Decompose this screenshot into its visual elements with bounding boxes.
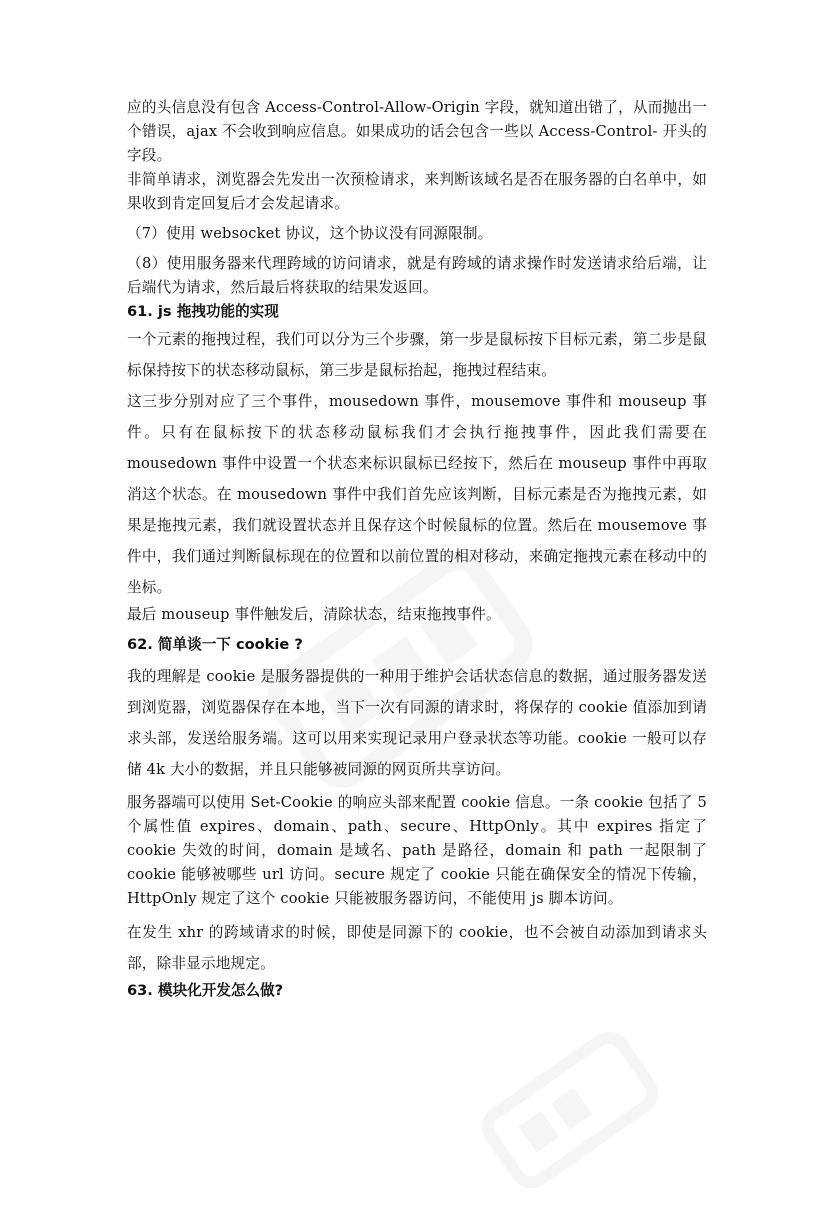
watermark-logo-bottom [470, 1010, 670, 1210]
heading-63: 63. 模块化开发怎么做? [127, 982, 284, 999]
paragraph-cors-response: 应的头信息没有包含 Access-Control-Allow-Origin 字段，就知道出错了，从而抛出一个错误，ajax 不会收到响应信息。如果成功的话会包含一些以 Access-Control- 开头的字段。 [127, 99, 707, 164]
paragraph-websocket: （7）使用 websocket 协议，这个协议没有同源限制。 [127, 225, 493, 242]
paragraph-proxy: （8）使用服务器来代理跨域的访问请求，就是有跨域的请求操作时发送请求给后端，让后端代为请求，然后最后将获取的结果发返回。 [127, 255, 707, 296]
heading-62: 62. 简单谈一下 cookie ? [127, 636, 303, 653]
paragraph-drag-events: 这三步分别对应了三个事件，mousedown 事件，mousemove 事件和 mouseup 事件。只有在鼠标按下的状态移动鼠标我们才会执行拖拽事件，因此我们需要在 mousedown 事件中设置一个状态来标识鼠标已经按下，然后在 mouseup 事件中再取消这个状态。在 mousedown 事件中我们首先应该判断，目标元素是否为拖拽元素，如果是拖拽元素，我们就设置状态并且保存这个时候鼠标的位置。然后在 mousemove 事件中，我们通过判断鼠标现在的位置和以前位置的相对移动，来确定拖拽元素在移动中的坐标。 [127, 393, 707, 596]
paragraph-drag-steps: 一个元素的拖拽过程，我们可以分为三个步骤，第一步是鼠标按下目标元素，第二步是鼠标保持按下的状态移动鼠标，第三步是鼠标抬起，拖拽过程结束。 [127, 331, 707, 379]
heading-61: 61. js 拖拽功能的实现 [127, 303, 279, 320]
paragraph-xhr-cookie: 在发生 xhr 的跨域请求的时候，即使是同源下的 cookie，也不会被自动添加到请求头部，除非显示地规定。 [127, 924, 707, 972]
paragraph-preflight: 非简单请求，浏览器会先发出一次预检请求，来判断该域名是否在服务器的白名单中，如果收到肯定回复后才会发起请求。 [127, 171, 707, 212]
paragraph-mouseup: 最后 mouseup 事件触发后，清除状态，结束拖拽事件。 [127, 606, 501, 623]
document-body [127, 96, 707, 1003]
paragraph-set-cookie: 服务器端可以使用 Set-Cookie 的响应头部来配置 cookie 信息。一条 cookie 包括了 5 个属性值 expires、domain、path、secure、HttpOnly。其中 expires 指定了 cookie 失效的时间，domain 是域名、path 是路径，domain 和 path 一起限制了 cookie 能够被哪些 url 访问。secure 规定了 cookie 只能在确保安全的情况下传输，HttpOnly 规定了这个 cookie 只能被服务器访问，不能使用 js 脚本访问。 [127, 794, 707, 907]
paragraph-cookie-intro: 我的理解是 cookie 是服务器提供的一种用于维护会话状态信息的数据，通过服务器发送到浏览器，浏览器保存在本地，当下一次有同源的请求时，将保存的 cookie 值添加到请求头部，发送给服务端。这可以用来实现记录用户登录状态等功能。cookie 一般可以存储 4k 大小的数据，并且只能够被同源的网页所共享访问。 [127, 668, 707, 778]
